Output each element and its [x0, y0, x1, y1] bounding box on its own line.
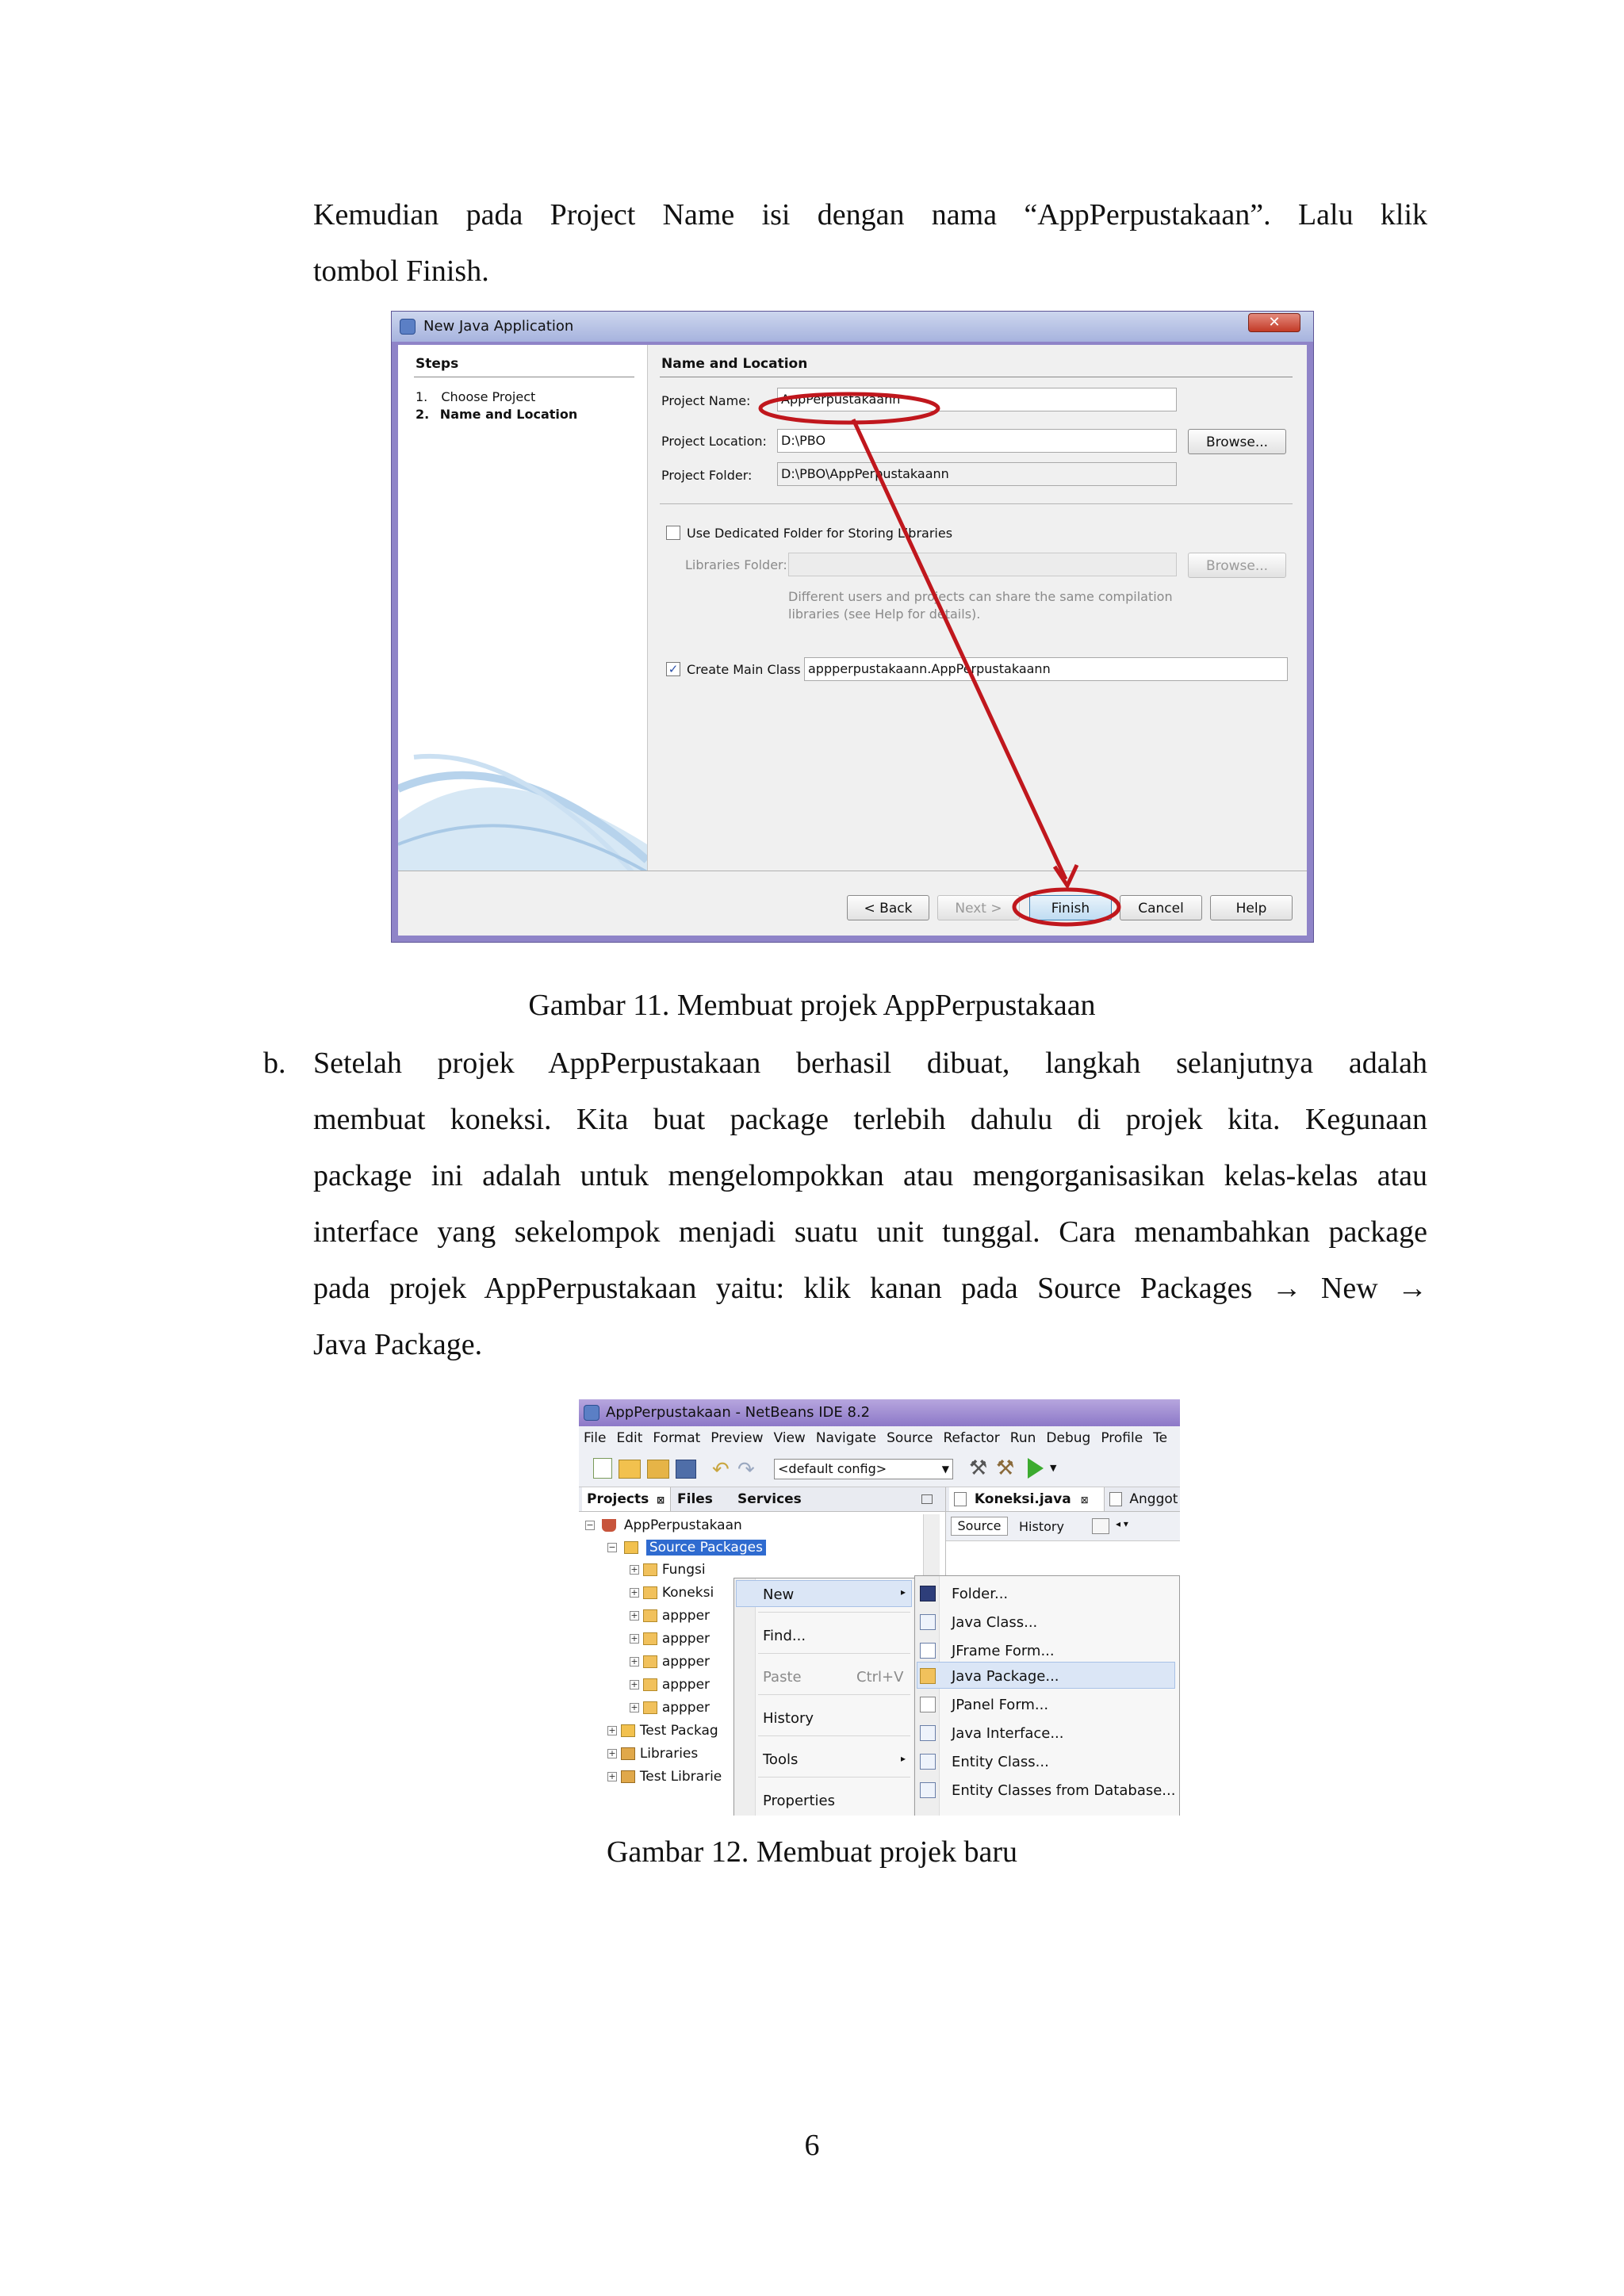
expand-icon[interactable]: + — [608, 1748, 616, 1758]
tree-libraries[interactable] — [607, 1746, 698, 1762]
project-name-label: Project Name: — [661, 393, 751, 408]
help-button[interactable]: Help — [1210, 895, 1293, 920]
finish-highlight-ellipse — [1014, 890, 1119, 924]
expand-icon[interactable]: + — [630, 1633, 638, 1644]
submenu-arrow-icon: ▸ — [901, 1586, 906, 1598]
package-label: appper — [661, 1631, 710, 1647]
library-icon — [621, 1770, 635, 1783]
package-icon — [643, 1586, 657, 1599]
project-folder-label: Project Folder: — [661, 468, 753, 483]
package-icon — [643, 1632, 657, 1645]
coffee-cup-icon — [602, 1519, 616, 1532]
redo-icon[interactable]: ↷ — [737, 1458, 755, 1482]
menu-source[interactable]: Source — [887, 1430, 933, 1446]
folder-icon — [621, 1724, 635, 1737]
menu-navigate[interactable]: Navigate — [815, 1430, 877, 1446]
step-1-label: Choose Project — [441, 389, 536, 404]
tree-test-libraries-label: Test Librarie — [639, 1769, 722, 1785]
save-all-icon[interactable] — [676, 1460, 696, 1479]
tree-package-5[interactable] — [630, 1654, 710, 1670]
collapse-icon[interactable]: − — [608, 1542, 616, 1552]
step-2-num: 2. — [416, 407, 430, 422]
tree-package-2[interactable] — [630, 1585, 714, 1601]
package-icon — [643, 1655, 657, 1668]
tab-projects-label: Projects — [587, 1491, 649, 1507]
close-icon[interactable]: ✕ — [1248, 313, 1300, 332]
submenu-item-java-class[interactable]: Java Class... — [952, 1614, 1038, 1631]
context-menu-item-properties[interactable]: Properties — [763, 1793, 835, 1809]
page-number: 6 — [804, 2129, 820, 2162]
item-b-marker: b. — [263, 1047, 286, 1080]
context-menu-item-paste: Paste — [763, 1669, 802, 1686]
context-menu-separator — [758, 1735, 910, 1736]
folder-icon — [624, 1541, 638, 1554]
submenu-gutter — [915, 1576, 940, 1816]
submenu-item-entity-classes-from-database[interactable]: Entity Classes from Database... — [952, 1782, 1176, 1799]
expand-icon[interactable]: + — [630, 1679, 638, 1689]
jpanel-form-icon — [920, 1697, 936, 1712]
tab-source[interactable]: Source — [951, 1517, 1008, 1536]
item-b-line-4: interface yang sekelompok menjadi suatu unit tunggal. Cara menambahkan package — [313, 1215, 1427, 1249]
submenu-arrow-icon: ▸ — [901, 1753, 906, 1764]
chevron-down-icon: ▼ — [941, 1464, 949, 1475]
menu-edit[interactable]: Edit — [616, 1430, 643, 1446]
package-label: appper — [661, 1677, 710, 1693]
next-button: Next > — [937, 895, 1020, 920]
expand-icon[interactable]: + — [630, 1656, 638, 1667]
project-name-highlight-ellipse — [760, 394, 938, 423]
build-hammer-icon[interactable]: ⚒ — [969, 1456, 988, 1480]
item-b-paragraph — [313, 1035, 1427, 1373]
tab-anggota-label: Anggot — [1129, 1491, 1178, 1507]
item-b-line-6: Java Package. — [313, 1328, 483, 1361]
projects-panel-tabbar — [579, 1487, 945, 1512]
new-submenu — [914, 1575, 1180, 1816]
ide-title-bar — [579, 1399, 1180, 1426]
section-header: Name and Location — [661, 356, 808, 372]
menu-format[interactable]: Format — [653, 1430, 701, 1446]
tab-koneksi-java-label: Koneksi.java — [974, 1491, 1071, 1507]
tree-source-packages[interactable] — [607, 1540, 766, 1556]
new-file-icon[interactable] — [593, 1458, 612, 1479]
intro-line-1: Kemudian pada Project Name isi dengan nama “AppPerpustakaan”. Lalu klik — [313, 198, 1427, 232]
java-package-icon — [920, 1668, 936, 1684]
tree-test-libraries[interactable] — [607, 1769, 722, 1785]
submenu-item-jpanel-form[interactable]: JPanel Form... — [952, 1697, 1049, 1713]
browse-location-button[interactable]: Browse... — [1188, 429, 1286, 454]
project-name-field[interactable]: AppPerpustakaann — [777, 388, 1177, 411]
cancel-button[interactable]: Cancel — [1120, 895, 1202, 920]
libraries-note-line-2: libraries (see Help for details). — [788, 607, 981, 622]
figure-12-caption: Gambar 12. Membuat projek baru — [606, 1835, 1018, 1869]
config-dropdown[interactable] — [774, 1459, 953, 1479]
java-interface-icon — [920, 1725, 936, 1741]
library-icon — [621, 1747, 635, 1760]
package-label: Koneksi — [661, 1585, 714, 1601]
context-menu-label-new: New — [763, 1586, 795, 1603]
netbeans-screenshot — [579, 1399, 1180, 1816]
tab-koneksi-java[interactable] — [949, 1487, 1105, 1511]
expand-icon[interactable]: + — [608, 1771, 616, 1781]
tab-history[interactable]: History — [1019, 1519, 1064, 1534]
main-class-field[interactable]: appperpustakaann.AppPerpustakaann — [804, 657, 1288, 681]
undo-icon[interactable]: ↶ — [712, 1458, 730, 1482]
context-menu-separator — [758, 1612, 910, 1613]
collapse-icon[interactable]: − — [586, 1520, 594, 1530]
item-b-line-1: Setelah projek AppPerpustakaan berhasil dibuat, langkah selanjutnya adalah — [313, 1047, 1427, 1080]
expand-icon[interactable]: + — [608, 1725, 616, 1735]
paste-shortcut: Ctrl+V — [856, 1669, 904, 1686]
context-menu-separator — [758, 1694, 910, 1695]
java-file-icon — [1109, 1492, 1122, 1506]
libraries-note-line-1: Different users and projects can share the same compilation — [788, 589, 1173, 604]
dedicated-folder-label: Use Dedicated Folder for Storing Libraries — [687, 526, 953, 541]
back-navigation-icon[interactable] — [1092, 1518, 1109, 1534]
libraries-folder-label: Libraries Folder: — [685, 557, 787, 572]
run-dropdown-icon[interactable]: ▼ — [1050, 1463, 1057, 1473]
context-menu — [733, 1578, 916, 1816]
java-class-icon — [920, 1614, 936, 1630]
menu-profile[interactable]: Profile — [1101, 1430, 1143, 1446]
context-menu-item-history[interactable]: History — [763, 1710, 814, 1727]
tree-root[interactable] — [585, 1517, 742, 1533]
tree-source-packages-label: Source Packages — [646, 1540, 766, 1556]
submenu-item-folder[interactable]: Folder... — [952, 1586, 1009, 1602]
forward-navigation-icon[interactable]: ◂ ▾ — [1116, 1518, 1128, 1529]
tree-package-6[interactable] — [630, 1677, 710, 1693]
annotation-overlay — [392, 312, 1313, 942]
menu-debug[interactable]: Debug — [1046, 1430, 1091, 1446]
tree-libraries-label: Libraries — [639, 1746, 699, 1762]
jframe-form-icon — [920, 1643, 936, 1659]
tree-package-7[interactable] — [630, 1700, 710, 1716]
editor-tabbar — [946, 1487, 1180, 1512]
menu-preview[interactable]: Preview — [710, 1430, 764, 1446]
netbeans-cube-icon — [584, 1405, 599, 1421]
item-b-line-5: pada projek AppPerpustakaan yaitu: klik kanan pada Source Packages → New → — [313, 1272, 1427, 1305]
menu-run[interactable]: Run — [1009, 1430, 1036, 1446]
config-value: <default config> — [778, 1461, 887, 1476]
steps-header: Steps — [416, 356, 459, 372]
close-tab-icon[interactable]: ⊠ — [657, 1494, 665, 1506]
menu-refactor[interactable]: Refactor — [943, 1430, 1000, 1446]
create-main-class-label: Create Main Class — [687, 662, 801, 677]
context-menu-item-tools[interactable]: Tools — [763, 1751, 799, 1768]
annotation-arrow-line — [853, 419, 1066, 879]
tree-package-1[interactable] — [630, 1562, 706, 1578]
expand-icon[interactable]: + — [630, 1610, 638, 1621]
tree-test-packages[interactable] — [607, 1723, 718, 1739]
browse-libraries-button: Browse... — [1188, 553, 1286, 578]
clean-build-icon[interactable]: ⚒ — [996, 1456, 1015, 1480]
folder-icon — [920, 1586, 936, 1601]
expand-icon[interactable]: + — [630, 1702, 638, 1712]
minimize-panel-icon[interactable] — [921, 1494, 933, 1504]
tab-files[interactable]: Files — [677, 1491, 713, 1507]
item-b-line-3: package ini adalah untuk mengelompokkan atau mengorganisasikan kelas-kelas atau — [313, 1159, 1427, 1192]
finish-button[interactable]: Finish — [1029, 895, 1112, 920]
step-1-num: 1. — [416, 389, 428, 404]
entity-class-icon — [920, 1754, 936, 1770]
submenu-item-jframe-form[interactable]: JFrame Form... — [952, 1643, 1055, 1659]
run-icon[interactable] — [1028, 1458, 1044, 1479]
intro-paragraph — [313, 187, 1427, 300]
package-icon — [643, 1701, 657, 1714]
new-java-application-dialog — [391, 311, 1314, 943]
back-button[interactable]: < Back — [847, 895, 929, 920]
package-label: appper — [661, 1608, 710, 1624]
close-tab-icon[interactable]: ⊠ — [1080, 1494, 1089, 1506]
submenu-item-entity-class[interactable]: Entity Class... — [952, 1754, 1049, 1770]
expand-icon[interactable]: + — [630, 1587, 638, 1598]
intro-line-2: tombol Finish. — [313, 254, 489, 288]
package-icon — [643, 1563, 657, 1576]
menu-team[interactable]: Te — [1153, 1430, 1168, 1446]
java-file-icon — [954, 1492, 967, 1506]
tree-test-packages-label: Test Packag — [639, 1723, 718, 1739]
new-project-icon[interactable] — [619, 1460, 641, 1479]
ide-title: AppPerpustakaan - NetBeans IDE 8.2 — [606, 1404, 871, 1421]
menu-file[interactable]: File — [584, 1430, 607, 1446]
figure-11-caption: Gambar 11. Membuat projek AppPerpustakaan — [528, 989, 1096, 1022]
project-location-label: Project Location: — [661, 434, 767, 449]
step-2-label: Name and Location — [439, 407, 578, 422]
package-icon — [643, 1678, 657, 1691]
tree-package-4[interactable] — [630, 1631, 710, 1647]
ide-menubar — [579, 1426, 1180, 1450]
package-label: Fungsi — [661, 1562, 706, 1578]
context-menu-separator — [758, 1653, 910, 1654]
tab-projects[interactable] — [582, 1487, 671, 1511]
create-main-class-checkbox[interactable]: ✓ — [666, 662, 680, 676]
menu-view[interactable]: View — [773, 1430, 806, 1446]
dialog-title: New Java Application — [423, 318, 574, 335]
package-label: appper — [661, 1654, 710, 1670]
ide-toolbar — [579, 1450, 1180, 1487]
open-project-icon[interactable] — [647, 1460, 669, 1479]
tab-services[interactable]: Services — [737, 1491, 802, 1507]
tab-anggota[interactable] — [1109, 1487, 1178, 1511]
editor-subtabbar — [946, 1512, 1180, 1541]
tree-package-3[interactable] — [630, 1608, 710, 1624]
package-label: appper — [661, 1700, 710, 1716]
item-b-line-2: membuat koneksi. Kita buat package terlebih dahulu di projek kita. Kegunaan — [313, 1103, 1427, 1136]
context-menu-item-find[interactable]: Find... — [763, 1628, 806, 1644]
submenu-item-java-interface[interactable]: Java Interface... — [952, 1725, 1064, 1742]
project-location-field[interactable]: D:\PBO — [777, 429, 1177, 453]
expand-icon[interactable]: + — [630, 1564, 638, 1575]
package-icon — [643, 1609, 657, 1622]
entity-database-icon — [920, 1782, 936, 1798]
tree-root-label: AppPerpustakaan — [623, 1517, 742, 1533]
context-menu-gutter — [734, 1578, 756, 1816]
submenu-item-java-package[interactable]: Java Package... — [952, 1668, 1059, 1685]
project-folder-field: D:\PBO\AppPerpustakaann — [777, 462, 1177, 486]
